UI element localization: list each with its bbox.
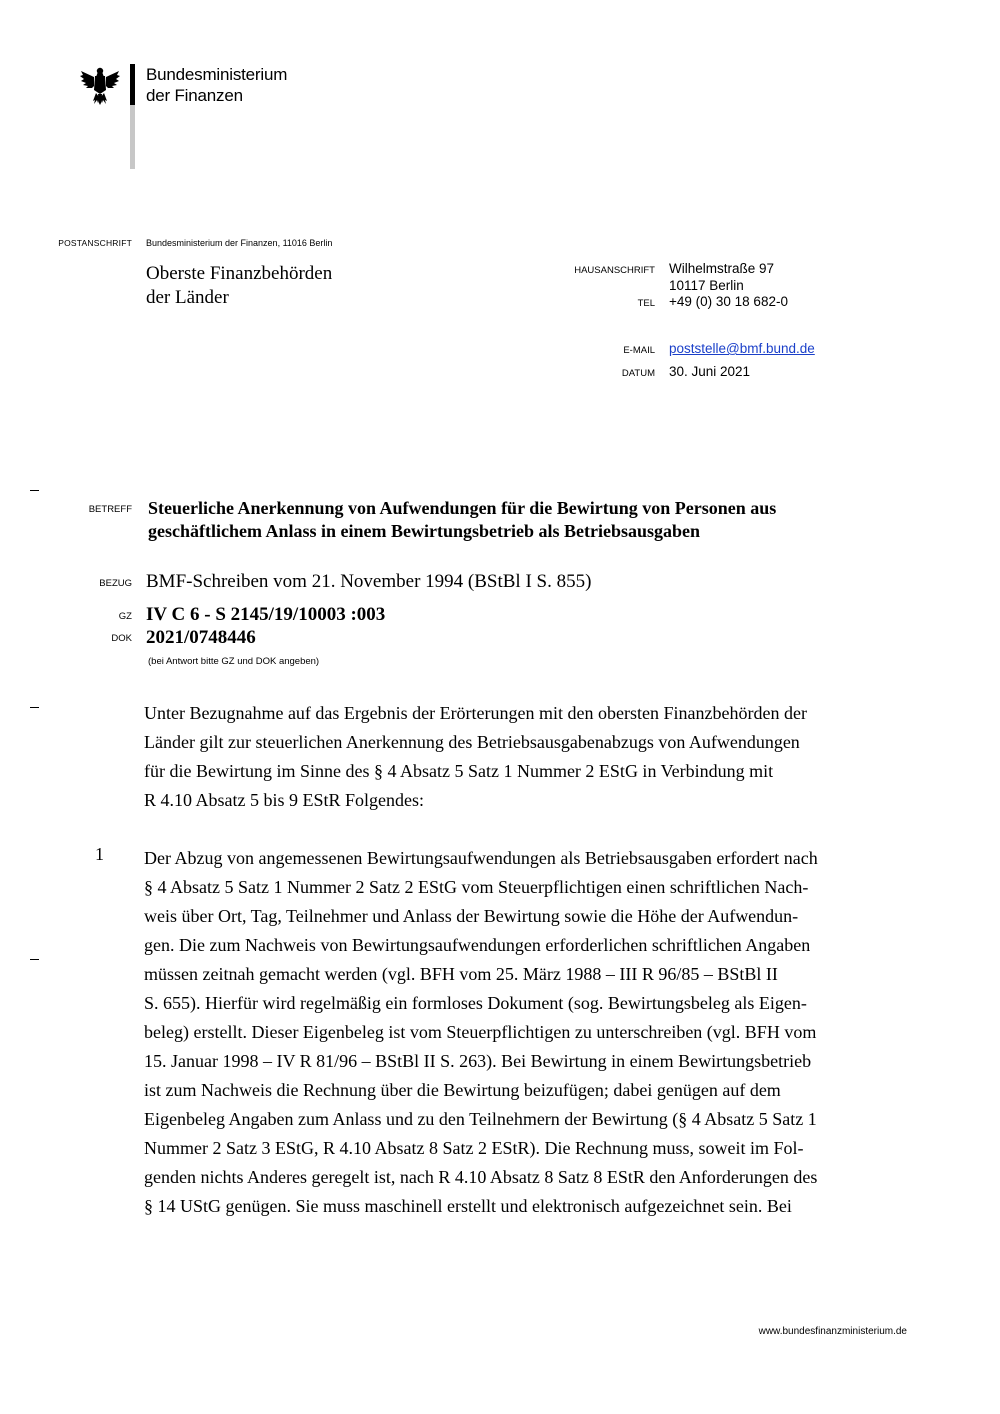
- paragraph-line: ist zum Nachweis die Rechnung über die Bewirtung beizufügen; dabei genügen auf dem: [144, 1080, 781, 1100]
- bezug-label: BEZUG: [99, 578, 132, 589]
- paragraph-line: für die Bewirtung im Sinne des § 4 Absatz 5 Satz 1 Nummer 2 EStG in Verbindung mit: [144, 761, 774, 781]
- paragraph-line: genden nichts Anderes geregelt ist, nach R 4.10 Absatz 8 Satz 8 EStR den Anforderungen des: [144, 1167, 818, 1187]
- betreff-label: BETREFF: [88, 504, 132, 515]
- gz-value: IV C 6 - S 2145/19/10003 :003: [146, 604, 386, 625]
- logo-line-1: Bundesministerium: [146, 65, 288, 84]
- paragraph-line: Unter Bezugnahme auf das Ergebnis der Erörterungen mit den obersten Finanzbehörden der: [144, 703, 807, 723]
- logo-wordmark: [146, 64, 287, 106]
- recipient-line-1: Oberste Finanzbehörden: [146, 263, 333, 284]
- hausanschrift-label: HAUSANSCHRIFT: [574, 265, 655, 276]
- postanschrift-label: POSTANSCHRIFT: [58, 238, 132, 248]
- footer-website-url: www.bundesfinanzministerium.de: [758, 1326, 907, 1337]
- federal-eagle-icon: [78, 64, 122, 108]
- betreff-text: [148, 497, 908, 543]
- numbered-paragraph-1: [144, 844, 904, 1221]
- recipient-address: [146, 262, 332, 310]
- tel-label: TEL: [637, 298, 655, 309]
- bezug-value: BMF-Schreiben vom 21. November 1994 (BStBl I S. 855): [146, 571, 592, 592]
- paragraph-line: weis über Ort, Tag, Teilnehmer und Anlass der Bewirtung sowie die Höhe der Aufwendun-: [144, 906, 799, 926]
- paragraph-line: Länder gilt zur steuerlichen Anerkennung des Betriebsausgabenabzugs von Aufwendungen: [144, 732, 800, 752]
- paragraph-line: S. 655). Hierfür wird regelmäßig ein formloses Dokument (sog. Bewirtungsbeleg als Eigen-: [144, 993, 807, 1013]
- fold-mark-bottom: [30, 959, 39, 960]
- paragraph-line: müssen zeitnah gemacht werden (vgl. BFH vom 25. März 1988 – III R 96/85 – BStBl II: [144, 964, 778, 984]
- paragraph-line: R 4.10 Absatz 5 bis 9 EStR Folgendes:: [144, 790, 425, 810]
- logo-line-2: der Finanzen: [146, 86, 243, 105]
- paragraph-line: § 14 UStG genügen. Sie muss maschinell erstellt und elektronisch aufgezeichnet sein. Bei: [144, 1196, 792, 1216]
- hausanschrift-street: Wilhelmstraße 97: [669, 261, 775, 276]
- logo-divider-black: [130, 64, 135, 105]
- dok-value: 2021/0748446: [146, 627, 256, 648]
- recipient-line-2: der Länder: [146, 287, 229, 308]
- gz-label: GZ: [118, 611, 132, 622]
- postanschrift-value: Bundesministerium der Finanzen, 11016 Berlin: [146, 238, 333, 248]
- paragraph-line: § 4 Absatz 5 Satz 1 Nummer 2 Satz 2 EStG vom Steuerpflichtigen einen schriftlichen Nach-: [144, 877, 809, 897]
- paragraph-line: Eigenbeleg Angaben zum Anlass und zu den Teilnehmern der Bewirtung (§ 4 Absatz 5 Satz 1: [144, 1109, 817, 1129]
- intro-paragraph: [144, 699, 904, 815]
- email-link[interactable]: poststelle@bmf.bund.de: [669, 341, 815, 356]
- paragraph-line: Nummer 2 Satz 3 EStG, R 4.10 Absatz 8 Satz 2 EStR). Die Rechnung muss, soweit im Fol-: [144, 1138, 804, 1158]
- paragraph-line: beleg) erstellt. Dieser Eigenbeleg ist vom Steuerpflichtigen zu unterschreiben (vgl. BFH vom: [144, 1022, 817, 1042]
- hausanschrift-city: 10117 Berlin: [669, 278, 744, 293]
- betreff-line-2: geschäftlichem Anlass in einem Bewirtungsbetrieb als Betriebsausgaben: [148, 521, 700, 541]
- dok-label: DOK: [111, 633, 132, 644]
- logo-divider-grey: [130, 105, 135, 169]
- paragraph-line: gen. Die zum Nachweis von Bewirtungsaufwendungen erforderlichen schriftlichen Angaben: [144, 935, 811, 955]
- datum-label: DATUM: [621, 368, 655, 379]
- punch-mark: [30, 707, 39, 708]
- reference-hint: (bei Antwort bitte GZ und DOK angeben): [148, 656, 320, 667]
- paragraph-number: 1: [95, 844, 104, 864]
- email-label: E-MAIL: [623, 345, 655, 356]
- betreff-line-1: Steuerliche Anerkennung von Aufwendungen für die Bewirtung von Personen aus: [148, 498, 777, 518]
- fold-mark-top: [30, 490, 39, 491]
- paragraph-line: Der Abzug von angemessenen Bewirtungsaufwendungen als Betriebsausgaben erfordert nach: [144, 848, 818, 868]
- paragraph-line: 15. Januar 1998 – IV R 81/96 – BStBl II S. 263). Bei Bewirtung in einem Bewirtungsbetrieb: [144, 1051, 812, 1071]
- datum-value: 30. Juni 2021: [669, 364, 751, 379]
- tel-value: +49 (0) 30 18 682-0: [669, 294, 788, 309]
